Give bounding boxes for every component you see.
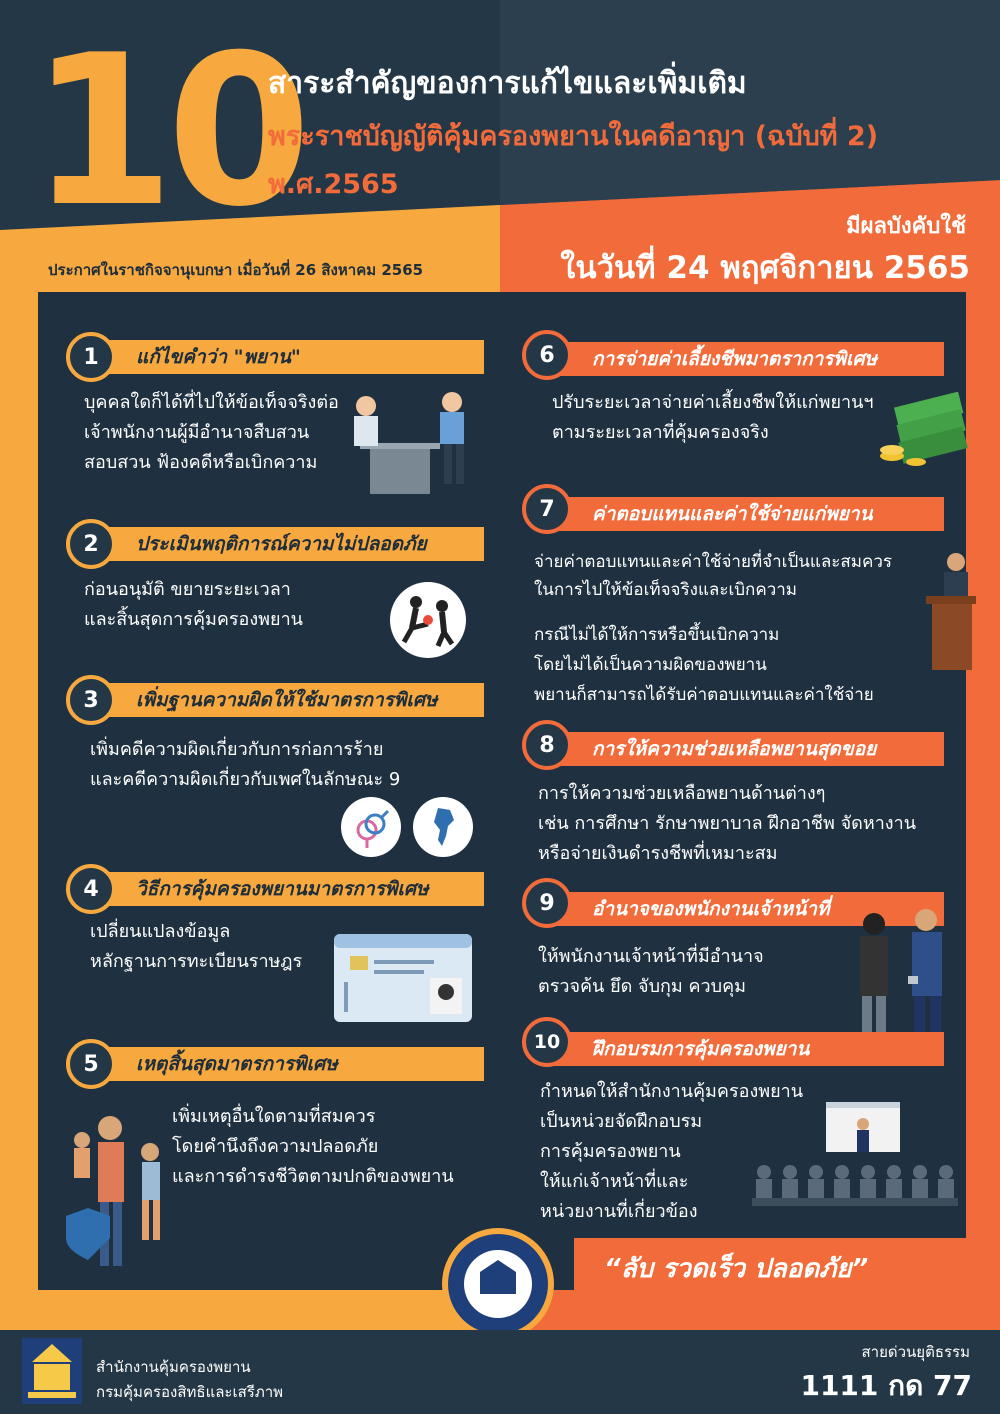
item-4-number: 4: [66, 864, 116, 914]
gender-symbol-icon: [340, 796, 402, 858]
item-8-number: 8: [522, 720, 572, 770]
item-1-text: [84, 388, 339, 478]
assault-icon: [388, 580, 468, 660]
item-4-line: หลักฐานการทะเบียนราษฎร: [90, 951, 303, 972]
hotline-number: 1111 กด 77: [800, 1369, 972, 1402]
item-5-line: โดยคำนึงถึงความปลอดภัย: [172, 1136, 379, 1157]
item-7-line: พยานก็สามารถได้รับค่าตอบแทนและค่าใช้จ่าย: [534, 685, 874, 705]
item-8-text: [538, 779, 916, 869]
id-card-icon: [334, 934, 472, 1022]
effective-label: มีผลบังคับใช้: [846, 214, 966, 239]
money-stack-icon: [876, 392, 968, 470]
item-4-title: วิธีการคุ้มครองพยานมาตรการพิเศษ: [92, 872, 484, 906]
item-6-number: 6: [522, 330, 572, 380]
item-1-line: สอบสวน ฟ้องคดีหรือเบิกความ: [84, 452, 318, 473]
item-6-line: ปรับระยะเวลาจ่ายค่าเลี้ยงชีพให้แก่พยานฯ: [552, 392, 874, 413]
title-line-2: พระราชบัญญัติคุ้มครองพยานในคดีอาญา (ฉบับที่ 2): [268, 121, 879, 152]
item-3-line: เพิ่มคดีความผิดเกี่ยวกับการก่อการร้าย: [90, 739, 384, 760]
item-8-line: เช่น การศึกษา รักษาพยาบาล ฝึกอาชีพ จัดหางาน: [538, 813, 917, 834]
item-5-line: และการดำรงชีวิตตามปกติของพยาน: [172, 1166, 454, 1187]
item-1-title: แก้ไขคำว่า "พยาน": [92, 340, 484, 374]
item-6-title: การจ่ายค่าเลี้ยงชีพมาตราการพิเศษ: [548, 342, 944, 376]
item-3-text: [90, 735, 400, 795]
published-date: ประกาศในราชกิจจานุเบกษา เมื่อวันที่ 26 สิงหาคม 2565: [48, 261, 424, 279]
slogan: “ลับ รวดเร็ว ปลอดภัย”: [604, 1254, 869, 1284]
item-4-text: [90, 917, 302, 977]
item-10-line: เป็นหน่วยจัดฝึกอบรม: [540, 1111, 703, 1132]
item-9-title: อำนาจของพนักงานเจ้าหน้าที่: [548, 892, 944, 926]
title-line-3: พ.ศ.2565: [268, 169, 399, 200]
item-8-line: หรือจ่ายเงินดำรงชีพที่เหมาะสม: [538, 843, 778, 864]
title-line-1: สาระสำคัญของการแก้ไขและเพิ่มเติม: [268, 66, 747, 101]
item-2-text: [84, 575, 303, 635]
witness-podium-icon: [920, 548, 978, 672]
item-5-title: เหตุสิ้นสุดมาตรการพิเศษ: [92, 1047, 484, 1081]
item-5-text: [172, 1102, 454, 1192]
item-7-line: ในการไปให้ข้อเท็จจริงและเบิกความ: [534, 580, 798, 600]
agency-logo: [22, 1338, 82, 1404]
item-6-line: ตามระยะเวลาที่คุ้มครองจริง: [552, 422, 769, 443]
thailand-map-icon: [412, 796, 474, 858]
org-name-line-1: สำนักงานคุ้มครองพยาน: [96, 1358, 251, 1376]
item-7-line: กรณีไม่ได้ให้การหรือขึ้นเบิกความ: [534, 625, 780, 645]
item-1-number: 1: [66, 332, 116, 382]
org-name-line-2: กรมคุ้มครองสิทธิและเสรีภาพ: [96, 1383, 284, 1401]
item-3-number: 3: [66, 675, 116, 725]
interview-desk-icon: [340, 388, 480, 498]
item-3-line: และคดีความผิดเกี่ยวกับเพศในลักษณะ 9: [90, 769, 401, 790]
item-7-title: ค่าตอบแทนและค่าใช้จ่ายแก่พยาน: [548, 497, 944, 531]
item-1-line: บุคคลใดก็ได้ที่ไปให้ข้อเท็จจริงต่อ: [84, 392, 339, 413]
item-9-number: 9: [522, 878, 572, 928]
headline-number: 10: [30, 11, 304, 253]
item-10-line: หน่วยงานที่เกี่ยวข้อง: [540, 1201, 698, 1222]
agency-seal-logo: [440, 1226, 556, 1342]
item-4-line: เปลี่ยนแปลงข้อมูล: [90, 921, 231, 942]
item-10-line: การคุ้มครองพยาน: [540, 1141, 681, 1162]
item-5-number: 5: [66, 1039, 116, 1089]
item-7-number: 7: [522, 484, 572, 534]
item-7-line: โดยไม่ได้เป็นความผิดของพยาน: [534, 655, 767, 675]
item-2-title: ประเมินพฤติการณ์ความไม่ปลอดภัย: [92, 527, 484, 561]
item-5-line: เพิ่มเหตุอื่นใดตามที่สมควร: [172, 1106, 376, 1127]
item-3-title: เพิ่มฐานความผิดให้ใช้มาตรการพิเศษ: [92, 683, 484, 717]
item-7-line: จ่ายค่าตอบแทนและค่าใช้จ่ายที่จำเป็นและสมควร: [534, 552, 893, 572]
item-6-text: [552, 388, 874, 448]
item-2-line: ก่อนอนุมัติ ขยายระยะเวลา: [84, 579, 291, 600]
item-10-line: ให้แก่เจ้าหน้าที่และ: [540, 1171, 689, 1192]
item-9-line: ตรวจค้น ยึด จับกุม ควบคุม: [538, 976, 746, 997]
effective-date: ในวันที่ 24 พฤศจิกายน 2565: [560, 250, 970, 286]
item-10-number: 10: [522, 1017, 572, 1067]
item-1-line: เจ้าพนักงานผู้มีอำนาจสืบสวน: [84, 422, 310, 443]
training-audience-icon: [752, 1102, 958, 1220]
item-9-text: [538, 942, 764, 1002]
item-2-line: และสิ้นสุดการคุ้มครองพยาน: [84, 609, 303, 630]
item-7-text: [534, 548, 892, 604]
item-7-text-2: [534, 620, 874, 710]
item-8-title: การให้ความช่วยเหลือพยานสุดขอย: [548, 732, 944, 766]
item-10-line: กำหนดให้สำนักงานคุ้มครองพยาน: [540, 1081, 804, 1102]
item-8-line: การให้ความช่วยเหลือพยานด้านต่างๆ: [538, 783, 826, 804]
family-shield-icon: [60, 1110, 180, 1280]
item-9-line: ให้พนักงานเจ้าหน้าที่มีอำนาจ: [538, 946, 764, 967]
hotline-label: สายด่วนยุติธรรม: [861, 1343, 970, 1361]
item-10-title: ฝึกอบรมการคุ้มครองพยาน: [548, 1032, 944, 1066]
item-2-number: 2: [66, 519, 116, 569]
